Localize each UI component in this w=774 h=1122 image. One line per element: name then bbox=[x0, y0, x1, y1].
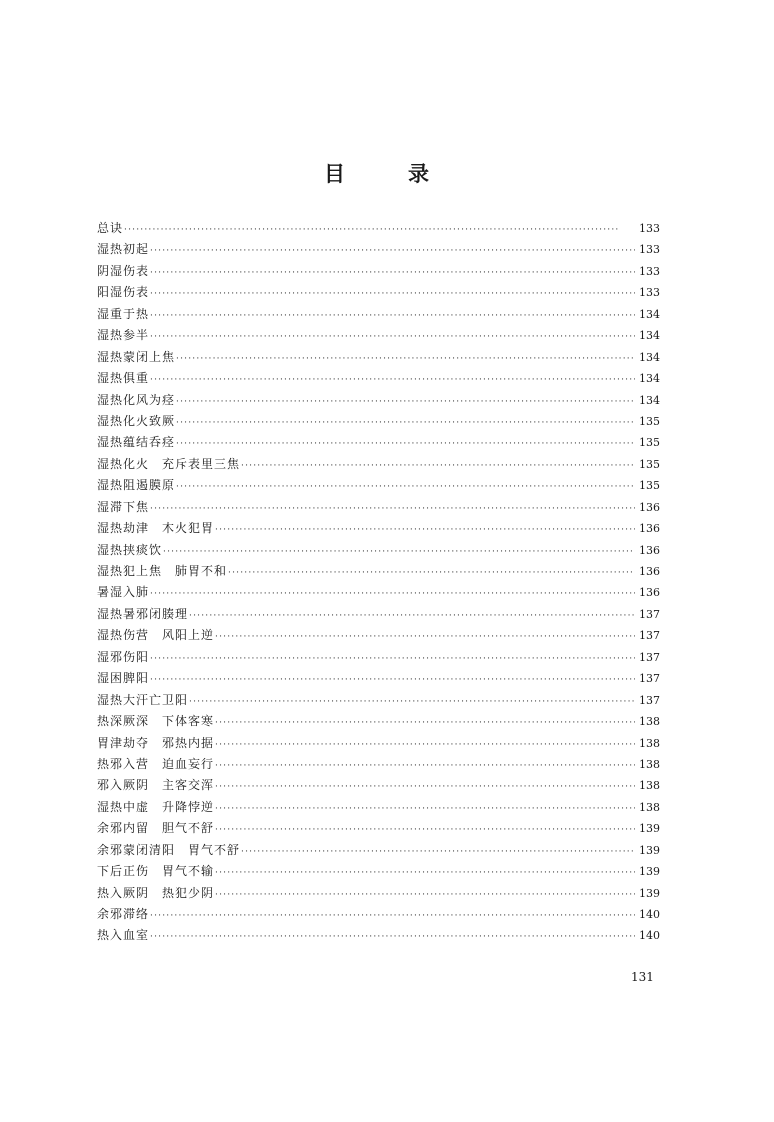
leader-dots bbox=[241, 456, 635, 477]
toc-entry-label: 湿重于热 bbox=[97, 306, 150, 321]
toc-entry-page: 134 bbox=[639, 372, 660, 386]
toc-entry bbox=[97, 454, 659, 475]
toc-entry-page: 138 bbox=[639, 757, 660, 771]
toc-entry bbox=[97, 390, 659, 411]
toc-entry-label: 热入厥阴 热犯少阴 bbox=[97, 885, 215, 900]
leader-dots bbox=[150, 584, 635, 605]
toc-entry-label: 湿邪伤阳 bbox=[97, 649, 150, 664]
toc-entry bbox=[97, 347, 659, 368]
toc-entry bbox=[97, 925, 659, 946]
toc-entry-page: 136 bbox=[639, 522, 660, 536]
toc-entry-page: 135 bbox=[639, 457, 660, 471]
toc-entry-page: 139 bbox=[639, 865, 660, 879]
toc-entry-label: 湿热暑邪闭腠理 bbox=[97, 606, 189, 621]
toc-entry-page: 133 bbox=[639, 222, 660, 235]
toc-entry bbox=[97, 754, 659, 775]
toc-entry-label: 暑湿入肺 bbox=[97, 585, 150, 600]
toc-entry-label: 湿热挟痰饮 bbox=[97, 542, 163, 557]
toc-entry-page: 133 bbox=[639, 243, 660, 257]
leader-dots bbox=[215, 627, 635, 648]
toc-entry-label: 湿滞下焦 bbox=[97, 499, 150, 514]
leader-dots bbox=[215, 820, 635, 841]
toc-entry-page: 136 bbox=[639, 543, 660, 557]
toc-entry bbox=[97, 325, 659, 346]
toc-entry-page: 134 bbox=[639, 350, 660, 364]
leader-dots bbox=[189, 692, 635, 713]
toc-entry-label: 邪入厥阴 主客交浑 bbox=[97, 778, 215, 793]
toc-entry-page: 135 bbox=[639, 436, 660, 450]
toc-entry-page: 139 bbox=[639, 822, 660, 836]
toc-entry-label: 湿热阻遏膜原 bbox=[97, 478, 176, 493]
toc-entry-page: 139 bbox=[639, 843, 660, 857]
toc-entry-page: 137 bbox=[639, 607, 660, 621]
toc-entry bbox=[97, 368, 659, 389]
toc-entry bbox=[97, 797, 659, 818]
toc-entry-label: 湿热蒙闭上焦 bbox=[97, 349, 176, 364]
toc-entry-page: 136 bbox=[639, 500, 660, 514]
title-char-2: 录 bbox=[408, 162, 429, 186]
toc-entry-page: 138 bbox=[639, 736, 660, 750]
toc-entry-label: 阳湿伤表 bbox=[97, 285, 150, 300]
toc-entry-page: 139 bbox=[639, 886, 660, 900]
leader-dots bbox=[150, 499, 635, 520]
leader-dots bbox=[215, 799, 635, 820]
toc-entry bbox=[97, 668, 659, 689]
toc-entry bbox=[97, 582, 659, 603]
toc-entry-page: 138 bbox=[639, 715, 660, 729]
leader-dots bbox=[150, 327, 635, 348]
leader-dots bbox=[150, 370, 635, 391]
toc-entry-page: 133 bbox=[639, 286, 660, 300]
toc-entry-label: 湿热参半 bbox=[97, 328, 150, 343]
toc-entry-label: 湿热俱重 bbox=[97, 371, 150, 386]
leader-dots bbox=[215, 735, 635, 756]
leader-dots bbox=[176, 434, 635, 455]
leader-dots bbox=[176, 477, 635, 498]
toc-entry bbox=[97, 711, 659, 732]
toc-entry-label: 湿热化火致厥 bbox=[97, 413, 176, 428]
toc-entry-page: 134 bbox=[639, 393, 660, 407]
toc-entry-label: 热邪入营 迫血妄行 bbox=[97, 756, 215, 771]
toc-entry-label: 阴湿伤表 bbox=[97, 263, 150, 278]
toc-entry-label: 湿热伤营 风阳上逆 bbox=[97, 628, 215, 643]
toc-entry bbox=[97, 475, 659, 496]
leader-dots bbox=[176, 349, 635, 370]
leader-dots bbox=[176, 413, 635, 434]
toc-entry-page: 137 bbox=[639, 672, 660, 686]
leader-dots bbox=[215, 885, 635, 906]
toc-entry-label: 湿热化火 充斥表里三焦 bbox=[97, 456, 241, 471]
toc-entry-page: 137 bbox=[639, 693, 660, 707]
leader-dots bbox=[215, 777, 635, 798]
leader-dots bbox=[241, 842, 635, 863]
leader-dots bbox=[163, 542, 635, 563]
toc-entry bbox=[97, 304, 659, 325]
toc-entry-label: 余邪滞络 bbox=[97, 907, 150, 921]
toc-entry bbox=[97, 282, 659, 303]
toc-entry bbox=[97, 432, 659, 453]
leader-dots bbox=[176, 392, 635, 413]
leader-dots bbox=[189, 606, 635, 627]
leader-dots bbox=[215, 713, 635, 734]
table-of-contents bbox=[97, 218, 659, 947]
toc-entry bbox=[97, 540, 659, 561]
toc-entry-page: 135 bbox=[639, 414, 660, 428]
toc-entry bbox=[97, 261, 659, 282]
toc-entry-label: 胃津劫夺 邪热内据 bbox=[97, 735, 215, 750]
leader-dots bbox=[124, 220, 635, 241]
toc-entry bbox=[97, 883, 659, 904]
toc-entry bbox=[97, 239, 659, 260]
leader-dots bbox=[215, 756, 635, 777]
toc-entry-page: 138 bbox=[639, 800, 660, 814]
leader-dots bbox=[150, 284, 635, 305]
toc-entry bbox=[97, 647, 659, 668]
toc-entry-label: 热入血室 bbox=[97, 928, 150, 943]
toc-entry-page: 138 bbox=[639, 779, 660, 793]
toc-entry-page: 137 bbox=[639, 629, 660, 643]
toc-entry-label: 总诀 bbox=[97, 221, 124, 235]
toc-entry bbox=[97, 497, 659, 518]
toc-entry bbox=[97, 904, 659, 925]
toc-entry-label: 湿热化风为痉 bbox=[97, 392, 176, 407]
toc-entry bbox=[97, 818, 659, 839]
toc-entry-label: 湿热初起 bbox=[97, 242, 150, 257]
toc-entry bbox=[97, 775, 659, 796]
toc-entry bbox=[97, 604, 659, 625]
toc-entry-page: 134 bbox=[639, 307, 660, 321]
leader-dots bbox=[150, 241, 635, 262]
leader-dots bbox=[150, 263, 635, 284]
toc-entry bbox=[97, 561, 659, 582]
leader-dots bbox=[215, 863, 635, 884]
toc-entry bbox=[97, 518, 659, 539]
toc-entry bbox=[97, 690, 659, 711]
toc-entry-page: 140 bbox=[639, 929, 660, 943]
toc-entry bbox=[97, 218, 659, 239]
leader-dots bbox=[150, 927, 635, 948]
toc-entry-label: 湿热蕴结呑痉 bbox=[97, 435, 176, 450]
toc-entry-label: 下后正伤 胃气不输 bbox=[97, 864, 215, 879]
toc-entry-label: 湿热劫津 木火犯胃 bbox=[97, 521, 215, 536]
leader-dots bbox=[215, 520, 635, 541]
toc-entry-page: 135 bbox=[639, 479, 660, 493]
toc-entry-label: 余邪内留 胆气不舒 bbox=[97, 821, 215, 836]
leader-dots bbox=[228, 563, 635, 584]
toc-entry-page: 137 bbox=[639, 650, 660, 664]
leader-dots bbox=[150, 670, 635, 691]
toc-entry bbox=[97, 840, 659, 861]
toc-entry-label: 湿热犯上焦 肺胃不和 bbox=[97, 564, 228, 578]
page-number: 131 bbox=[631, 970, 654, 984]
toc-entry bbox=[97, 861, 659, 882]
toc-entry-label: 湿困脾阳 bbox=[97, 671, 150, 686]
leader-dots bbox=[150, 649, 635, 670]
toc-entry-label: 热深厥深 下体客寒 bbox=[97, 714, 215, 729]
title-char-1: 目 bbox=[324, 162, 345, 186]
toc-entry-label: 湿热中虚 升降悖逆 bbox=[97, 799, 215, 814]
toc-entry-label: 余邪蒙闭清阳 胃气不舒 bbox=[97, 842, 241, 857]
toc-entry-page: 134 bbox=[639, 329, 660, 343]
leader-dots bbox=[150, 306, 635, 327]
toc-entry-page: 136 bbox=[639, 565, 660, 578]
leader-dots bbox=[150, 906, 635, 927]
toc-entry bbox=[97, 625, 659, 646]
toc-entry-page: 133 bbox=[639, 264, 660, 278]
toc-entry bbox=[97, 411, 659, 432]
toc-entry-label: 湿热大汗亡卫阳 bbox=[97, 692, 189, 707]
toc-entry bbox=[97, 733, 659, 754]
toc-entry-page: 140 bbox=[639, 908, 660, 921]
toc-entry-page: 136 bbox=[639, 586, 660, 600]
